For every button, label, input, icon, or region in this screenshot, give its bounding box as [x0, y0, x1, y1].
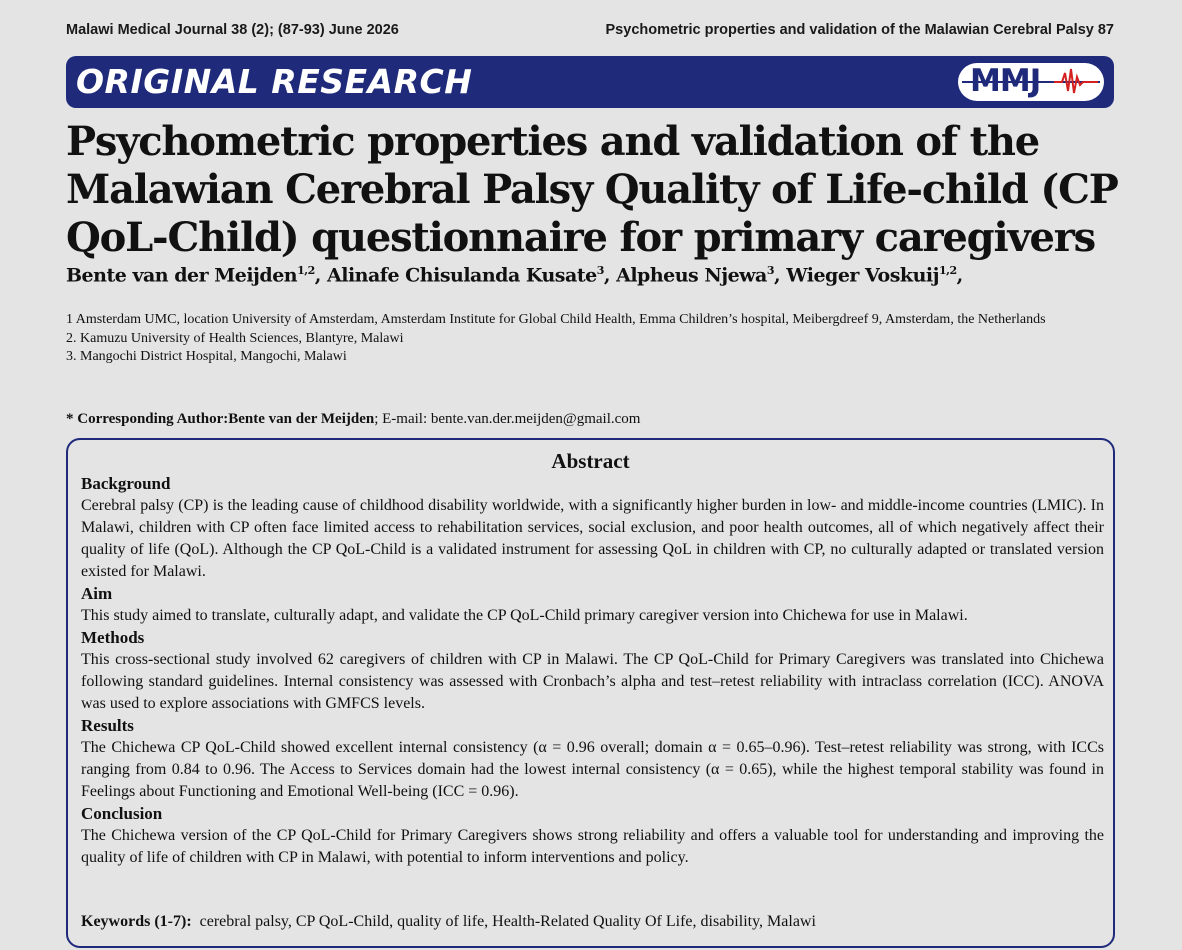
- section-heading-background: Background: [81, 474, 171, 493]
- running-title: Psychometric properties and validation of the Malawian Cerebral Palsy 87: [605, 22, 1114, 38]
- author-list: Bente van der Meijden$^{1,2}$, Alinafe Chisulanda Kusate$^3$, Alpheus Njewa$^3$, Wieger Voskuij$^{1,2}$,: [66, 264, 963, 287]
- author-affiliation-marker: 3: [766, 264, 775, 277]
- section-heading-conclusion: Conclusion: [81, 804, 163, 823]
- author-name: Bente van der Meijden: [66, 264, 298, 287]
- section-text-background: Cerebral palsy (CP) is the leading cause of childhood disability worldwide, with a significantly higher burden in low- and middle-income countries (LMIC). In Malawi, children with CP often face limited access to rehabilitation services, social exclusion, and poor health outcomes, all of which negatively affect their quality of life (QoL). Although the CP QoL-Child is a validated instrument for assessing QoL in children with CP, no culturally adapted or translated version existed for Malawi.: [81, 497, 1104, 580]
- logo-text: MMJ: [970, 63, 1041, 99]
- affiliations: [66, 311, 1106, 367]
- running-head: [66, 22, 1114, 38]
- abstract-title: Abstract: [551, 449, 630, 473]
- author-affiliation-marker: 1,2: [939, 264, 957, 277]
- section-text-results: The Chichewa CP QoL-Child showed excellent internal consistency (α = 0.96 overall; domain α = 0.65–0.96). Test–retest reliability was strong, with ICCs ranging from 0.84 to 0.96. The Access to Services domain had the lowest internal consistency (α = 0.65), while the highest temporal stability was found in Feelings about Functioning and Emotional Well-being (ICC = 0.96).: [81, 739, 1104, 800]
- section-text-aim: This study aimed to translate, culturally adapt, and validate the CP QoL-Child primary caregiver version into Chichewa for use in Malawi.: [81, 607, 968, 624]
- corresponding-email: ; E-mail: bente.van.der.meijden@gmail.com: [374, 411, 641, 427]
- affiliation-item: 3. Mangochi District Hospital, Mangochi, Malawi: [66, 349, 347, 364]
- article-title: Psychometric properties and validation of the Malawian Cerebral Palsy Quality of Life-child (CP QoL-Child) questionnaire for primary caregivers: [66, 118, 1118, 261]
- section-heading-aim: Aim: [81, 584, 113, 603]
- abstract-body: [81, 473, 1104, 869]
- abstract-box: [66, 438, 1115, 948]
- section-text-conclusion: The Chichewa version of the CP QoL-Child for Primary Caregivers shows strong reliability and offers a valuable tool for understanding and improving the quality of life of children with CP in Malawi, with potential to inform interventions and policy.: [81, 827, 1104, 866]
- author-affiliation-marker: 3: [596, 264, 604, 277]
- keywords-list: cerebral palsy, CP QoL-Child, quality of life, Health-Related Quality Of Life, disability, Malawi: [199, 913, 816, 930]
- keywords: [81, 913, 816, 931]
- keywords-label: Keywords (1-7):: [81, 913, 192, 930]
- corresponding-author-label: * Corresponding Author:Bente van der Meijden: [66, 411, 375, 427]
- section-heading-results: Results: [81, 716, 134, 735]
- section-text-methods: This cross-sectional study involved 62 caregivers of children with CP in Malawi. The CP QoL-Child for Primary Caregivers was translated into Chichewa following standard guidelines. Internal consistency was assessed with Cronbach’s alpha and test–retest reliability with intraclass correlation (ICC). ANOVA was used to explore associations with GMFCS levels.: [81, 651, 1104, 712]
- journal-citation: Malawi Medical Journal 38 (2); (87-93) June 2026: [66, 22, 399, 38]
- section-heading-methods: Methods: [81, 628, 145, 647]
- article-type-banner: [66, 56, 1114, 108]
- author-name: Alpheus Njewa: [616, 264, 767, 287]
- article-type-label: ORIGINAL RESEARCH: [76, 62, 473, 101]
- mmj-logo: [958, 63, 1104, 101]
- author-name: Wieger Voskuij: [786, 264, 939, 287]
- affiliation-item: 2. Kamuzu University of Health Sciences, Blantyre, Malawi: [66, 330, 404, 346]
- author-name: Alinafe Chisulanda Kusate: [327, 264, 597, 287]
- author-affiliation-marker: 1,2: [297, 264, 315, 277]
- corresponding-author: [66, 411, 640, 428]
- affiliation-item: 1 Amsterdam UMC, location University of Amsterdam, Amsterdam Institute for Global Child Health, Emma Children’s hospital, Meibergdreef 9, Amsterdam, the Netherlands: [66, 312, 1046, 327]
